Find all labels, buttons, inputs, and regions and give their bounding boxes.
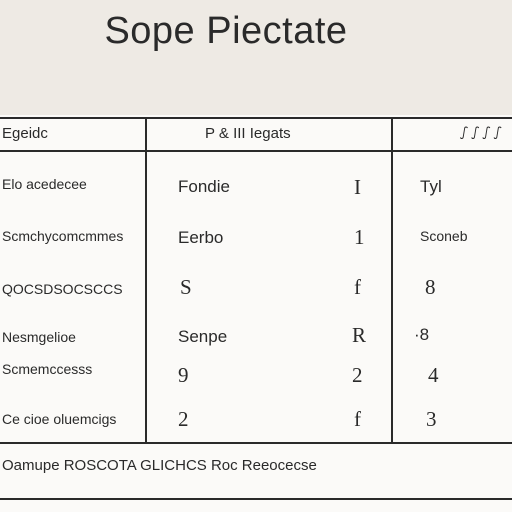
column-header: P & III Iegats (205, 125, 291, 142)
row-value: S (180, 275, 192, 299)
row-label: Scmchycomcmmes (2, 228, 124, 244)
row-value: R (352, 323, 367, 347)
row-value: 8 (425, 275, 436, 299)
row-value: Fondie (178, 177, 230, 196)
table-body-rule (0, 442, 512, 444)
row-label: Scmemccesss (2, 361, 93, 377)
row-value: 9 (178, 363, 189, 387)
table-bottom-rule (0, 498, 512, 500)
row-value: 2 (178, 407, 189, 431)
row-value: 3 (426, 407, 437, 431)
row-value: 2 (352, 363, 363, 387)
row-value: 4 (428, 363, 439, 387)
column-divider (145, 117, 147, 444)
row-value: 1 (354, 225, 365, 249)
column-divider (391, 117, 393, 444)
table-header-rule (0, 150, 512, 152)
row-label: QOCSDSOCSCCS (2, 281, 123, 297)
row-value: Senpe (178, 327, 228, 346)
column-header: ഽ ഽ ഽ ഽ (460, 125, 502, 139)
row-value: Sconeb (420, 228, 468, 244)
data-table (0, 115, 512, 512)
row-value: Tyl (420, 177, 442, 196)
row-label: Ce cioe oluemcigs (2, 411, 117, 427)
row-value: f (354, 407, 361, 431)
document-header (0, 0, 512, 116)
column-header: Egeidc (2, 125, 48, 142)
row-value: I (354, 175, 361, 199)
table-footer: Oamupe ROSCOTA GLICHCS Roc Reeocecse (2, 457, 317, 474)
row-label: Nesmgelioe (2, 329, 76, 345)
document-title: Sope Piectate (104, 10, 348, 52)
row-value: Eerbo (178, 228, 224, 247)
row-label: Elo acedecee (2, 176, 87, 192)
row-value: f (354, 275, 361, 299)
row-value: ·8 (414, 325, 430, 344)
table-top-rule (0, 117, 512, 119)
